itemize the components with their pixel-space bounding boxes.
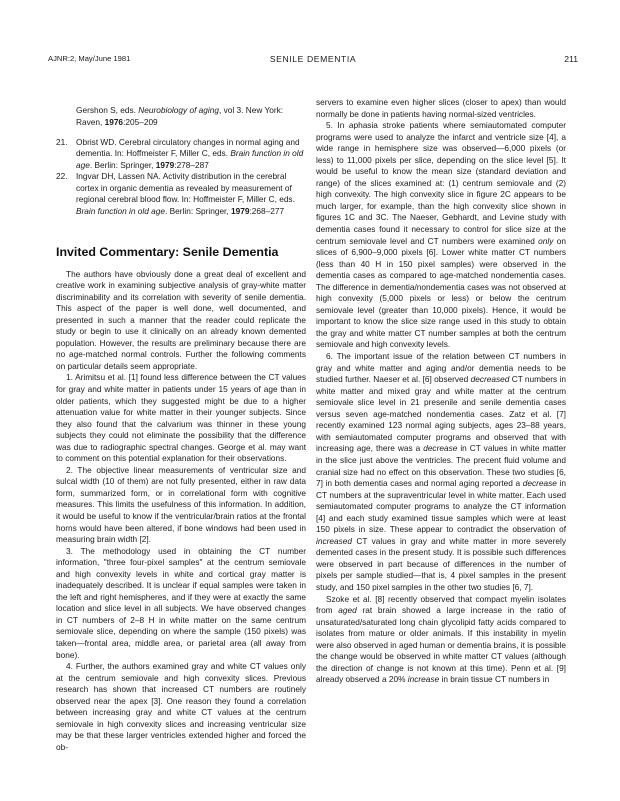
running-title: SENILE DEMENTIA	[269, 54, 357, 64]
paragraph-4-continued: servers to examine even higher slices (closer to apex) than would normally be done in patients having normal-sized ventricles.	[316, 97, 566, 119]
paragraph-2: 2. The objective linear measurements of ventricular size and sulcal width (10 of them) are not fully presented, either in raw data form, summarized form, or in correlational form with cognitive measures. This limits the usefulness of this information. In addition, it would be useful to know if the ventricular/brain ratios at the frontal horns would have been altered, if bone windows had been used in measuring brain width [2].	[56, 464, 306, 545]
reference-continuation: Gershon S, eds. Neurobiology of aging, vol 3. New York: Raven, 1976:205–209	[76, 105, 284, 127]
running-head	[48, 52, 578, 66]
right-column	[316, 97, 566, 686]
paragraph-1: 1. Arimitsu et al. [1] found less difference between the CT values for gray and white matter in patients under 15 years of age than in older patients, which they suggested might be due to a higher attenuation value for white matter in their younger subjects. Since they also found that the calvarium was thinner in these young subjects they could not eliminate the possibility that the difference was due to radiographic spectral changes. George et al. may want to comment on this potential explanation for their observations.	[56, 372, 306, 464]
paragraph-6: 6. The important issue of the relation between CT numbers in gray and white matter and aging and/or dementia needs to be studied further. Naeser et al. [6] observed decreased CT numbers in white matter and mixed gray and white matter at the centrum semiovale slice level in 21 presenile and senile dementia cases versus seven age-matched nondementia cases. Zatz et al. [7] recently examined 123 normal aging subjects, ages 23–88 years, with semiautomated computer programs and observed that with increasing age, there was a decrease in CT values in white matter in the slice just above the ventricles. The precent fluid volume and cranial size had no effect on this observation. These two studies [6, 7] in both dementia cases and normal aging reported a decrease in CT numbers at the supraventricular level in white matter. Each used semiautomated computer programs to analyze the CT information [4] and each study examined tissue samples which were at least 150 pixels in size. These appear to contradict the observation of increased CT values in gray and white matter in more severely demented cases in the present study. It is possible such differences were observed in part because of differences in the number of pixels per sample studied—that is, 4 pixel samples in the present study, and 150 pixel samples in the other two studies [6, 7].	[316, 351, 567, 592]
paragraph-4: 4. Further, the authors examined gray and white CT values only at the centrum semiovale and high convexity slices. Previous research has shown that increased CT numbers are routinely observed near the apex [3]. One reason they found a correlation between increasing gray and white CT values at the centrum semiovale in high convexity slices and increasing ventricular size may be that these larger ventricles extended higher and forced the ob-	[56, 661, 306, 752]
reference-item: 21. Obrist WD. Cerebral circulatory changes in normal aging and dementia. In: Hoffmeister F, Miller C, eds. Brain function in old age. Berlin: Springer, 1979:278–287	[56, 136, 304, 170]
paragraph-7: Szoke et al. [8] recently observed that compact myelin isolates from aged rat brain showed a large increase in the ratio of unsaturated/saturated long chain glycolipid fatty acids compared to isolates from mature or older animals. If this instability in myelin were also observed in aged human or dementia brains, it is possible the change would be observed in white matter CT values (although the direction of change is not known at this time). Penn et al. [9] already observed a 20% increase in brain tissue CT numbers in	[316, 593, 566, 685]
page-number: 211	[564, 54, 578, 64]
reference-list	[56, 105, 306, 217]
intro-paragraph: The authors have obviously done a great deal of excellent and creative work in examining subjective analysis of gray-white matter discriminability and its correlation with severity of senile dementia. This aspect of the paper is well done, well documented, and presented in such a manner that the reader could replicate the study or begin to use it clinically on an already known demented population. However, the results are preliminary because there are no age-matched normal controls. Further the following comments on particular details seem appropriate.	[56, 268, 306, 371]
article-heading: Invited Commentary: Senile Dementia	[56, 244, 279, 259]
paragraph-5: 5. In aphasia stroke patients where semiautomated computer programs were used to analyze the infarct and ventricle size [4], a wide range in hemisphere size was observed—6,000 pixels (or less) to 11,000 pixels per slice, depending on the slice level [5]. It would be useful to know the mean size (standard deviation and range) of the slices examined at: (1) centrum semiovale and (2) high convexity. The high convexity slice in figure 2C appears to be much larger, for example, than the high convexity slice shown in figures 1C and 3C. The Naeser, Gebhardt, and Levine study with dementia cases found it necessary to control for slice size at the centrum semiovale level and CT numbers were examined only on slices of 6,900–9,000 pixels [6]. Lower white matter CT numbers (less than 40 H in 150 pixel samples) were observed in the dementia cases as compared to age-matched nondementia cases. The difference in dementia/nondementia cases was not observed at high convexity (5,000 pixels or less) or below the centrum semiovale level (greater than 10,000 pixels). Hence, it would be important to know the slice size range used in this study to obtain the gray and white matter CT number samples at both the centrum semiovale and high convexity levels.	[316, 120, 566, 350]
reference-item: 22. Ingvar DH, Lassen NA. Activity distribution in the cerebral cortex in organic dementia as revealed by measurement of regional cerebral blood flow. In: Hoffmeister F, Miller C, eds. Brain function in old age. Berlin: Springer, 1979:268–277	[56, 171, 295, 216]
journal-citation: AJNR:2, May/June 1981	[48, 54, 131, 63]
left-column	[56, 97, 306, 753]
paragraph-3: 3. The methodology used in obtaining the CT number information, "three four-pixel samples" at the centrum semiovale and high convexity levels in white and cortical gray matter is inadequately described. It is unclear if equal samples were taken in the left and right hemispheres, and if they were at exactly the same location and slice level in all subjects. We have observed changes in CT numbers of 2–8 H in white matter on the same centrum semiovale slice, depending on where the sample (150 pixels) was taken—frontal area, middle area, or parietal area (all away from bone).	[56, 545, 306, 660]
